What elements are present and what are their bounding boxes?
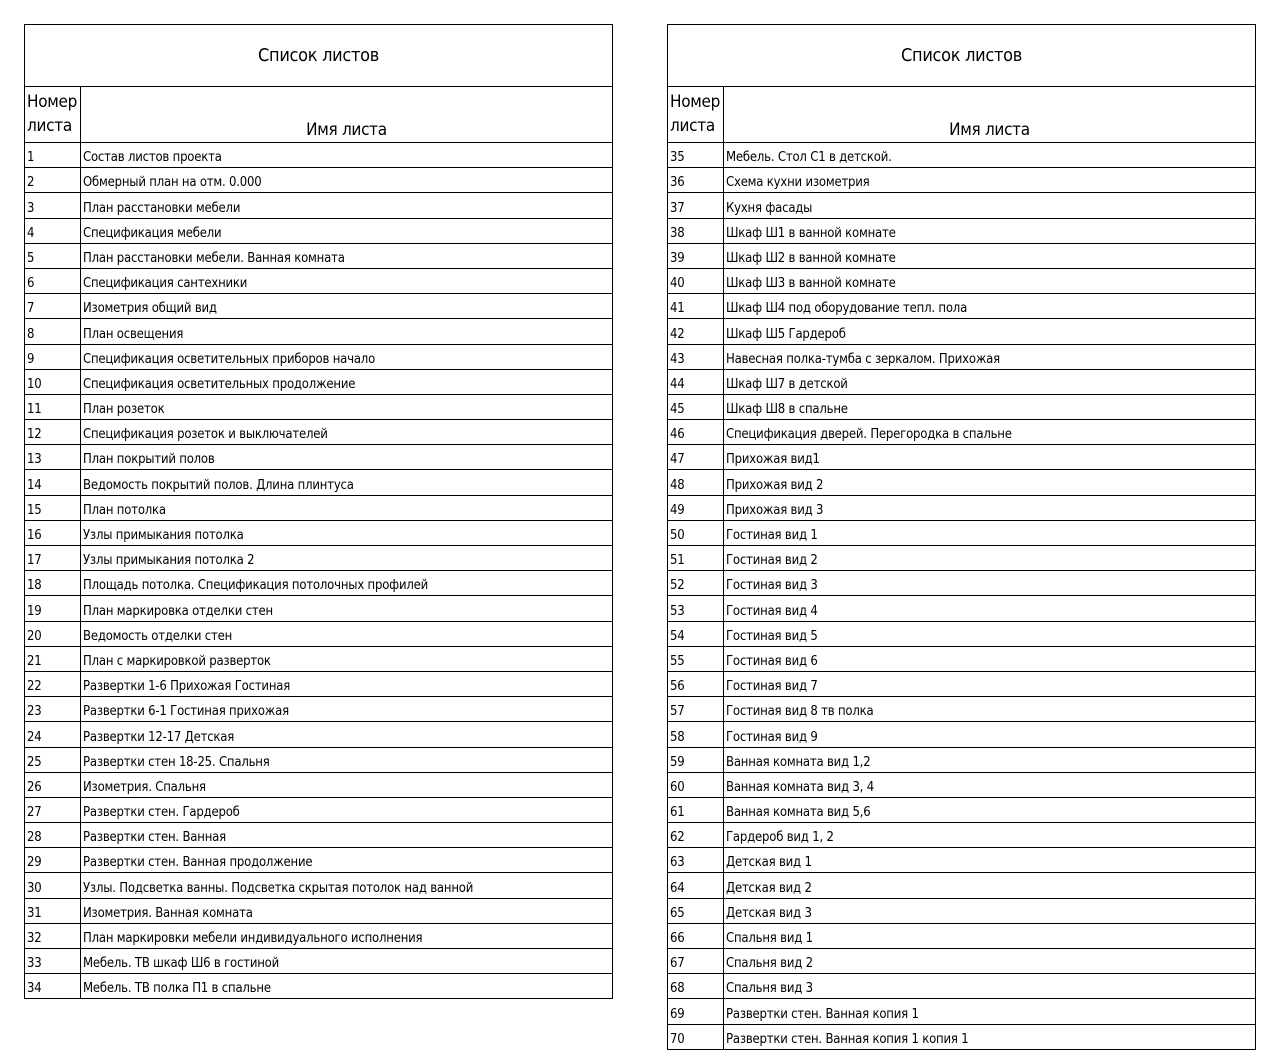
table-row <box>668 999 1256 1024</box>
sheet-name: Изометрия. Ванная комната <box>81 898 613 923</box>
sheet-name: Развертки стен 18-25. Спальня <box>81 747 613 772</box>
sheet-number: 50 <box>668 520 724 545</box>
table-row <box>25 873 613 898</box>
table-body <box>25 143 613 999</box>
sheet-number: 29 <box>25 848 81 873</box>
table-row <box>668 823 1256 848</box>
table-row <box>668 394 1256 419</box>
table-row <box>668 1024 1256 1049</box>
sheet-number: 52 <box>668 571 724 596</box>
sheet-number: 11 <box>25 394 81 419</box>
sheet-number: 63 <box>668 848 724 873</box>
sheet-number: 32 <box>25 923 81 948</box>
table-row <box>668 294 1256 319</box>
sheet-name: Шкаф Ш7 в детской <box>724 369 1256 394</box>
sheet-name: Гостиная вид 4 <box>724 596 1256 621</box>
sheet-number: 41 <box>668 294 724 319</box>
sheet-name: Узлы. Подсветка ванны. Подсветка скрытая потолок над ванной <box>81 873 613 898</box>
sheet-number: 19 <box>25 596 81 621</box>
sheet-name: Развертки стен. Ванная продолжение <box>81 848 613 873</box>
sheet-name: Гостиная вид 3 <box>724 571 1256 596</box>
table-row <box>668 772 1256 797</box>
table-row <box>668 344 1256 369</box>
sheet-number: 15 <box>25 495 81 520</box>
sheet-number: 53 <box>668 596 724 621</box>
sheet-name: Гостиная вид 8 тв полка <box>724 697 1256 722</box>
table-row <box>668 369 1256 394</box>
sheet-number: 21 <box>25 646 81 671</box>
sheet-name: Спальня вид 2 <box>724 949 1256 974</box>
sheet-number: 18 <box>25 571 81 596</box>
sheet-name: План расстановки мебели <box>81 193 613 218</box>
table-row <box>25 671 613 696</box>
sheet-number: 26 <box>25 772 81 797</box>
sheet-number: 37 <box>668 193 724 218</box>
sheet-name: Гостиная вид 2 <box>724 546 1256 571</box>
sheet-name: Мебель. Стол С1 в детской. <box>724 143 1256 168</box>
sheet-name: Гостиная вид 1 <box>724 520 1256 545</box>
sheet-number: 23 <box>25 697 81 722</box>
sheet-name: Ведомость отделки стен <box>81 621 613 646</box>
sheet-number: 9 <box>25 344 81 369</box>
sheet-number: 68 <box>668 974 724 999</box>
table-row <box>668 268 1256 293</box>
table-row <box>668 168 1256 193</box>
sheet-name: План маркировки мебели индивидуального исполнения <box>81 923 613 948</box>
table-row <box>25 193 613 218</box>
sheet-number: 4 <box>25 218 81 243</box>
sheet-name: Ванная комната вид 5,6 <box>724 797 1256 822</box>
sheet-number: 27 <box>25 797 81 822</box>
sheet-number: 54 <box>668 621 724 646</box>
sheet-name: Развертки 12-17 Детская <box>81 722 613 747</box>
sheet-number: 17 <box>25 546 81 571</box>
sheet-name: Шкаф Ш8 в спальне <box>724 394 1256 419</box>
sheet-name: Спецификация осветительных приборов начало <box>81 344 613 369</box>
table-row <box>668 193 1256 218</box>
sheet-name: План покрытий полов <box>81 445 613 470</box>
sheet-name: Узлы примыкания потолка 2 <box>81 546 613 571</box>
sheet-name: Мебель. ТВ полка П1 в спальне <box>81 974 613 999</box>
sheet-name: Изометрия. Спальня <box>81 772 613 797</box>
sheet-name: Развертки стен. Ванная <box>81 823 613 848</box>
sheet-number: 14 <box>25 470 81 495</box>
sheet-number: 60 <box>668 772 724 797</box>
sheet-name: Спецификация сантехники <box>81 268 613 293</box>
table-title: Список листов <box>668 25 1256 87</box>
sheet-number: 62 <box>668 823 724 848</box>
sheet-name: Прихожая вид 3 <box>724 495 1256 520</box>
sheet-number: 5 <box>25 243 81 268</box>
sheet-name: Навесная полка-тумба с зеркалом. Прихожая <box>724 344 1256 369</box>
table-row <box>668 646 1256 671</box>
table-row <box>668 848 1256 873</box>
sheet-number: 10 <box>25 369 81 394</box>
sheet-number: 2 <box>25 168 81 193</box>
sheet-name: Развертки стен. Ванная копия 1 <box>724 999 1256 1024</box>
sheet-name: Ведомость покрытий полов. Длина плинтуса <box>81 470 613 495</box>
table-row <box>25 344 613 369</box>
sheet-number: 22 <box>25 671 81 696</box>
sheet-number: 48 <box>668 470 724 495</box>
table-row <box>25 546 613 571</box>
table-row <box>668 949 1256 974</box>
sheet-number: 56 <box>668 671 724 696</box>
sheet-name: План с маркировкой разверток <box>81 646 613 671</box>
sheet-name: Гардероб вид 1, 2 <box>724 823 1256 848</box>
sheet-number: 58 <box>668 722 724 747</box>
table-row <box>668 898 1256 923</box>
table-row <box>25 470 613 495</box>
table-row <box>25 772 613 797</box>
sheet-number: 8 <box>25 319 81 344</box>
table-row <box>25 520 613 545</box>
sheet-name: Шкаф Ш1 в ванной комнате <box>724 218 1256 243</box>
table-row <box>668 621 1256 646</box>
table-row <box>668 243 1256 268</box>
sheet-number: 65 <box>668 898 724 923</box>
table-row <box>668 923 1256 948</box>
sheet-number: 57 <box>668 697 724 722</box>
table-row <box>25 974 613 999</box>
sheet-name: Гостиная вид 9 <box>724 722 1256 747</box>
sheet-number: 34 <box>25 974 81 999</box>
sheet-name: Схема кухни изометрия <box>724 168 1256 193</box>
sheet-name: Площадь потолка. Спецификация потолочных профилей <box>81 571 613 596</box>
sheet-name: План освещения <box>81 319 613 344</box>
table-row <box>25 571 613 596</box>
sheet-name: Шкаф Ш5 Гардероб <box>724 319 1256 344</box>
table-row <box>668 873 1256 898</box>
sheet-number: 70 <box>668 1024 724 1049</box>
sheet-number: 69 <box>668 999 724 1024</box>
table-row <box>25 168 613 193</box>
sheet-name: План маркировка отделки стен <box>81 596 613 621</box>
sheet-number: 31 <box>25 898 81 923</box>
sheet-number: 28 <box>25 823 81 848</box>
table-row <box>25 848 613 873</box>
table-row <box>668 520 1256 545</box>
table-row <box>25 495 613 520</box>
sheet-name: Узлы примыкания потолка <box>81 520 613 545</box>
table-row <box>25 369 613 394</box>
table-row <box>25 143 613 168</box>
table-row <box>668 797 1256 822</box>
sheet-name: Изометрия общий вид <box>81 294 613 319</box>
table-row <box>25 823 613 848</box>
sheet-name: Детская вид 2 <box>724 873 1256 898</box>
sheet-name: Спецификация дверей. Перегородка в спальне <box>724 420 1256 445</box>
table-row <box>668 495 1256 520</box>
table-row <box>25 268 613 293</box>
table-row <box>668 143 1256 168</box>
table-row <box>25 218 613 243</box>
sheet-name: Прихожая вид 2 <box>724 470 1256 495</box>
sheet-number: 64 <box>668 873 724 898</box>
sheet-name: Спецификация осветительных продолжение <box>81 369 613 394</box>
table-row <box>25 797 613 822</box>
sheet-name: План расстановки мебели. Ванная комната <box>81 243 613 268</box>
table-row <box>668 445 1256 470</box>
sheet-name: План розеток <box>81 394 613 419</box>
table-row <box>25 596 613 621</box>
sheet-name: Развертки 6-1 Гостиная прихожая <box>81 697 613 722</box>
table-row <box>25 319 613 344</box>
sheet-name: Гостиная вид 5 <box>724 621 1256 646</box>
sheet-number: 12 <box>25 420 81 445</box>
sheet-name: Спальня вид 1 <box>724 923 1256 948</box>
sheet-number: 36 <box>668 168 724 193</box>
column-header-name: Имя листа <box>724 87 1256 143</box>
sheet-number: 44 <box>668 369 724 394</box>
table-row <box>668 697 1256 722</box>
sheet-name: Гостиная вид 7 <box>724 671 1256 696</box>
column-header-number: Номер листа <box>25 87 81 143</box>
sheet-number: 59 <box>668 747 724 772</box>
table-row <box>668 596 1256 621</box>
table-row <box>25 923 613 948</box>
table-row <box>25 697 613 722</box>
sheet-number: 43 <box>668 344 724 369</box>
sheet-name: Развертки 1-6 Прихожая Гостиная <box>81 671 613 696</box>
sheet-name: Шкаф Ш3 в ванной комнате <box>724 268 1256 293</box>
sheet-name: Мебель. ТВ шкаф Ш6 в гостиной <box>81 949 613 974</box>
sheet-number: 6 <box>25 268 81 293</box>
table-row <box>668 974 1256 999</box>
sheet-number: 7 <box>25 294 81 319</box>
sheet-number: 67 <box>668 949 724 974</box>
sheet-number: 20 <box>25 621 81 646</box>
sheet-name: Ванная комната вид 3, 4 <box>724 772 1256 797</box>
sheet-list-table-left <box>24 24 613 999</box>
table-row <box>25 722 613 747</box>
sheet-number: 45 <box>668 394 724 419</box>
sheet-name: Состав листов проекта <box>81 143 613 168</box>
sheet-number: 51 <box>668 546 724 571</box>
sheet-number: 47 <box>668 445 724 470</box>
sheet-name: Спальня вид 3 <box>724 974 1256 999</box>
sheet-name: Ванная комната вид 1,2 <box>724 747 1256 772</box>
table-row <box>668 546 1256 571</box>
table-row <box>25 747 613 772</box>
sheet-name: Шкаф Ш4 под оборудование тепл. пола <box>724 294 1256 319</box>
table-row <box>668 319 1256 344</box>
table-row <box>25 621 613 646</box>
sheet-number: 61 <box>668 797 724 822</box>
table-title: Список листов <box>25 25 613 87</box>
table-row <box>25 243 613 268</box>
table-row <box>25 420 613 445</box>
sheet-number: 42 <box>668 319 724 344</box>
sheet-number: 24 <box>25 722 81 747</box>
sheet-name: Кухня фасады <box>724 193 1256 218</box>
sheet-number: 25 <box>25 747 81 772</box>
sheet-number: 40 <box>668 268 724 293</box>
sheet-name: Развертки стен. Ванная копия 1 копия 1 <box>724 1024 1256 1049</box>
table-row <box>668 470 1256 495</box>
table-row <box>668 747 1256 772</box>
sheet-name: Спецификация мебели <box>81 218 613 243</box>
sheet-number: 30 <box>25 873 81 898</box>
sheet-number: 49 <box>668 495 724 520</box>
sheet-number: 16 <box>25 520 81 545</box>
sheet-name: План потолка <box>81 495 613 520</box>
table-row <box>668 571 1256 596</box>
sheet-name: Шкаф Ш2 в ванной комнате <box>724 243 1256 268</box>
column-header-name: Имя листа <box>81 87 613 143</box>
table-body <box>668 143 1256 1050</box>
sheet-name: Спецификация розеток и выключателей <box>81 420 613 445</box>
sheet-number: 13 <box>25 445 81 470</box>
column-header-number: Номер листа <box>668 87 724 143</box>
sheet-name: Обмерный план на отм. 0.000 <box>81 168 613 193</box>
table-row <box>668 420 1256 445</box>
sheet-name: Гостиная вид 6 <box>724 646 1256 671</box>
sheet-number: 38 <box>668 218 724 243</box>
table-row <box>25 294 613 319</box>
sheet-number: 1 <box>25 143 81 168</box>
sheet-name: Детская вид 3 <box>724 898 1256 923</box>
sheet-list-table-right <box>667 24 1256 1050</box>
sheet-number: 3 <box>25 193 81 218</box>
sheet-number: 33 <box>25 949 81 974</box>
table-row <box>668 722 1256 747</box>
sheet-number: 46 <box>668 420 724 445</box>
sheet-name: Детская вид 1 <box>724 848 1256 873</box>
table-row <box>668 671 1256 696</box>
sheet-number: 39 <box>668 243 724 268</box>
sheet-name: Развертки стен. Гардероб <box>81 797 613 822</box>
table-row <box>25 445 613 470</box>
sheet-number: 66 <box>668 923 724 948</box>
sheet-number: 35 <box>668 143 724 168</box>
table-row <box>25 646 613 671</box>
table-row <box>25 949 613 974</box>
table-row <box>668 218 1256 243</box>
sheet-name: Прихожая вид1 <box>724 445 1256 470</box>
sheet-number: 55 <box>668 646 724 671</box>
table-row <box>25 394 613 419</box>
table-row <box>25 898 613 923</box>
